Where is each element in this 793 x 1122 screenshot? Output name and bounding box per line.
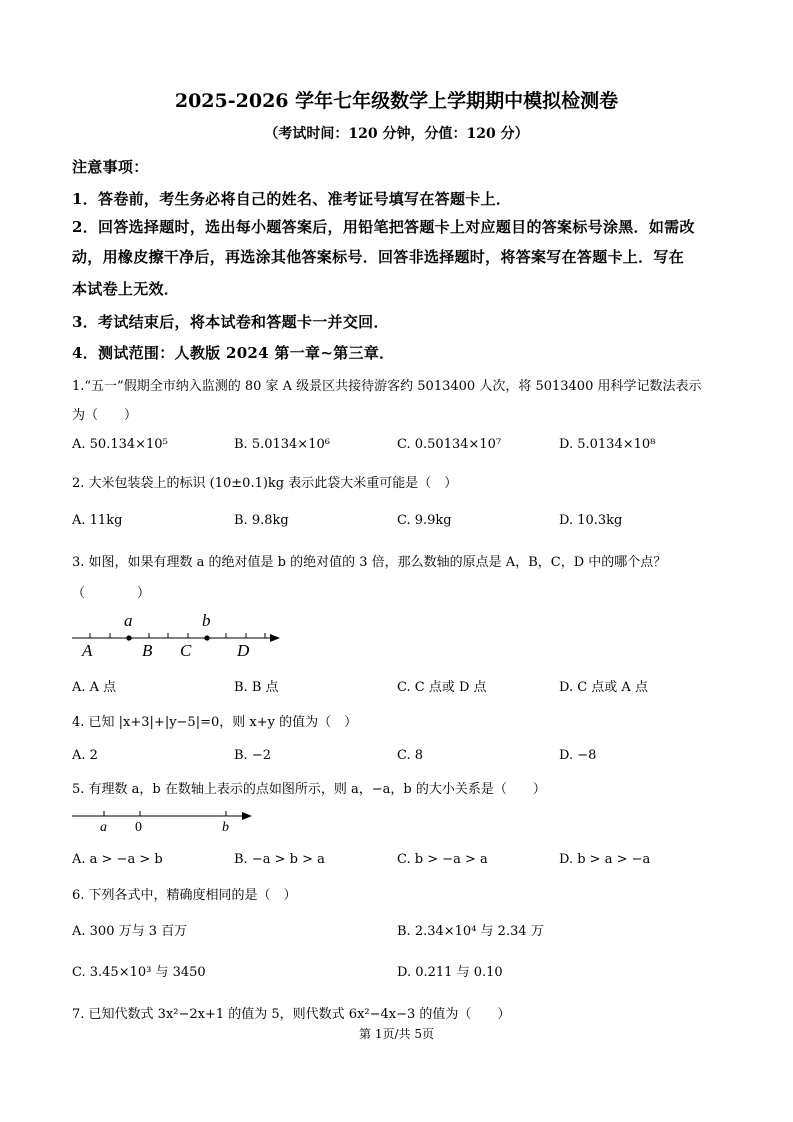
question-3-stem: 3. 如图，如果有理数 a 的绝对值是 b 的绝对值的 3 倍，那么数轴的原点是 A，B，C，D 中的哪个点？ (72, 555, 667, 570)
q1-option-a: A. 50.134×10⁵ (72, 437, 168, 452)
q6-option-c: C. 3.45×10³ 与 3450 (72, 965, 206, 980)
notice-heading: 注意事项： (72, 158, 149, 176)
q3-number-line-figure (68, 606, 288, 662)
q1-option-b: B. 5.0134×10⁶ (234, 437, 330, 452)
q5-number-line-figure (68, 806, 258, 836)
label-A: A (82, 641, 93, 660)
page-number: 第 1页/共 5页 (359, 1027, 434, 1041)
label-D: D (237, 641, 250, 660)
label-b: b (202, 611, 211, 630)
question-2-stem: 2. 大米包装袋上的标识 (10±0.1)kg 表示此袋大米重可能是（ ） (72, 476, 458, 491)
point-b-dot (204, 635, 209, 640)
q5-option-c: C. b > −a > a (397, 852, 488, 867)
q3-option-a: A. A 点 (72, 680, 117, 695)
label-a: a (124, 611, 133, 630)
question-6-stem: 6. 下列各式中，精确度相同的是（ ） (72, 888, 297, 903)
q3-option-b: B. B 点 (234, 680, 279, 695)
question-3-stem-cont: （ ） (72, 586, 151, 601)
label-a: a (100, 820, 107, 835)
q6-option-d: D. 0.211 与 0.10 (397, 965, 503, 980)
q3-option-c: C. C 点或 D 点 (397, 680, 487, 695)
notice-item: 动，用橡皮擦干净后，再选涂其他答案标号．回答非选择题时，将答案写在答题卡上．写在 (72, 248, 685, 266)
q6-option-b: B. 2.34×10⁴ 与 2.34 万 (397, 924, 544, 939)
q5-option-b: B. −a > b > a (234, 852, 325, 867)
q2-option-c: C. 9.9kg (397, 513, 452, 528)
question-4-stem: 4. 已知 |x+3|+|y−5|=0，则 x+y 的值为（ ） (72, 715, 358, 730)
q2-option-a: A. 11kg (72, 513, 123, 528)
axis-arrow (270, 634, 280, 642)
q2-option-b: B. 9.8kg (234, 513, 289, 528)
q5-option-a: A. a > −a > b (72, 852, 163, 867)
label-C: C (180, 641, 192, 660)
exam-info: （考试时间：120 分钟，分值：120 分） (264, 126, 529, 142)
q5-option-d: D. b > a > −a (559, 852, 651, 867)
notice-item: 本试卷上无效． (72, 280, 180, 298)
q3-option-d: D. C 点或 A 点 (559, 680, 648, 695)
question-5-stem: 5. 有理数 a，b 在数轴上表示的点如图所示，则 a，−a，b 的大小关系是（ ） (72, 782, 546, 797)
q4-option-d: D. −8 (559, 748, 597, 763)
notice-item: 2．回答选择题时，选出每小题答案后，用铅笔把答题卡上对应题目的答案标号涂黑．如需改 (72, 218, 695, 236)
label-b: b (222, 820, 229, 835)
axis-arrow (242, 812, 252, 820)
question-7-stem: 7. 已知代数式 3x²−2x+1 的值为 5，则代数式 6x²−4x−3 的值为（ ） (72, 1007, 511, 1022)
page-title: 2025-2026 学年七年级数学上学期期中模拟检测卷 (174, 90, 619, 112)
question-1-stem: 1.“五一”假期全市纳入监测的 80 家 A 级景区共接待游客约 5013400 人次，将 5013400 用科学记数法表示 (72, 379, 702, 394)
notice-item: 4．测试范围：人教版 2024 第一章~第三章． (72, 344, 395, 362)
q6-option-a: A. 300 万与 3 百万 (72, 924, 188, 939)
q1-option-c: C. 0.50134×10⁷ (397, 437, 502, 452)
q4-option-a: A. 2 (72, 748, 98, 763)
q4-option-c: C. 8 (397, 748, 424, 763)
q4-option-b: B. −2 (234, 748, 271, 763)
notice-item: 1．答卷前，考生务必将自己的姓名、准考证号填写在答题卡上． (72, 190, 512, 208)
notice-item: 3．考试结束后，将本试卷和答题卡一并交回． (72, 313, 389, 331)
q2-option-d: D. 10.3kg (559, 513, 623, 528)
point-a-dot (126, 635, 131, 640)
label-zero: 0 (135, 820, 142, 835)
question-1-stem-cont: 为（ ） (72, 408, 138, 423)
q1-option-d: D. 5.0134×10⁸ (559, 437, 656, 452)
label-B: B (142, 641, 153, 660)
